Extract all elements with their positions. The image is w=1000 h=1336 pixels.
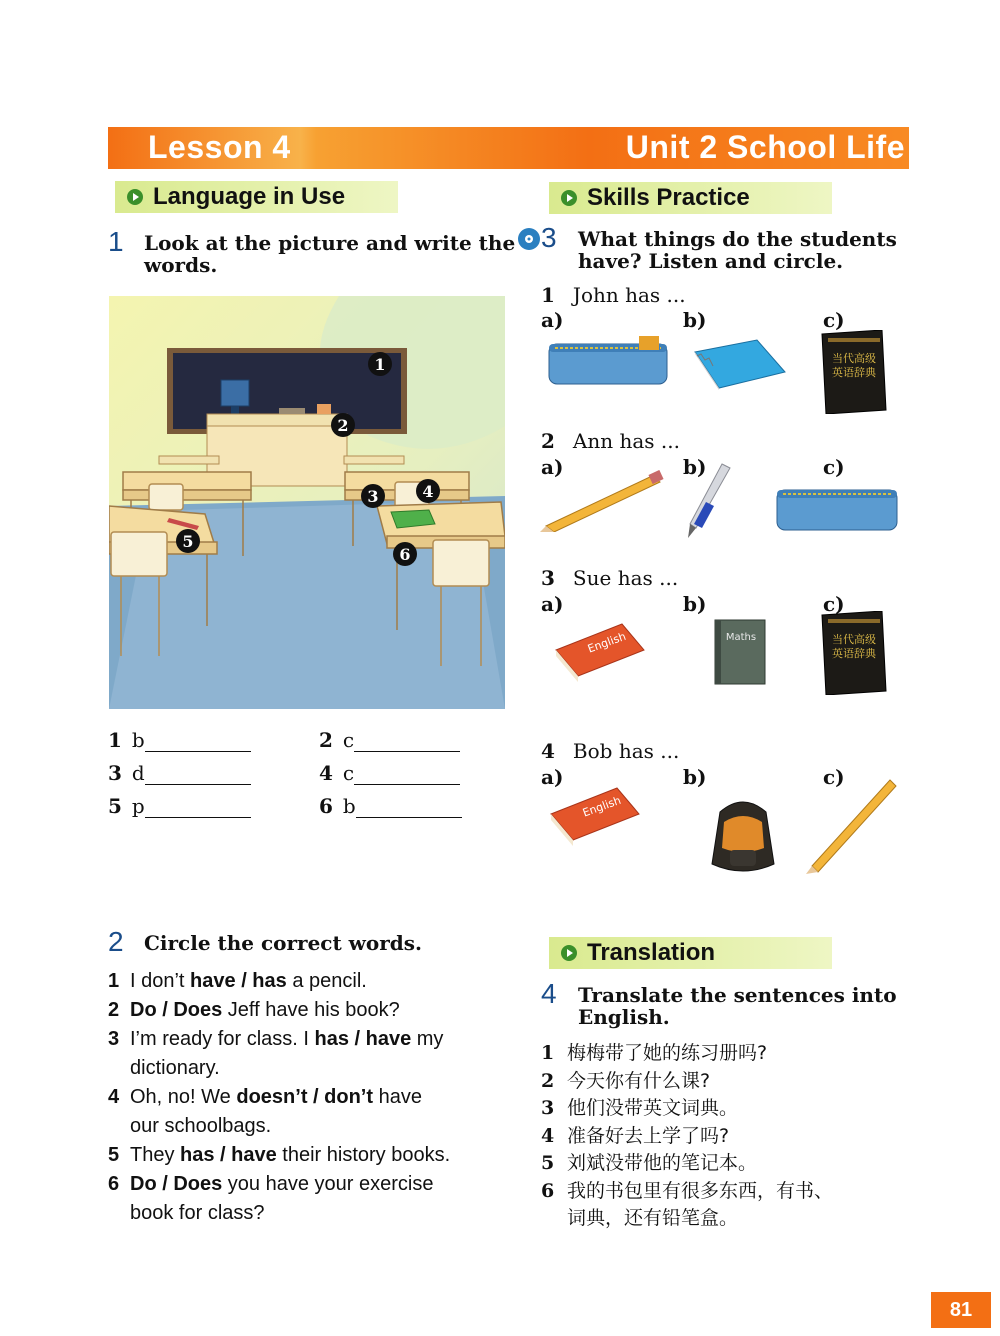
marker-6: 6: [399, 545, 411, 564]
option-c[interactable]: c): [823, 592, 845, 616]
listen-item-heading: 4 Bob has ...: [541, 739, 680, 763]
section-title: Skills Practice: [587, 184, 750, 211]
section-translation: [549, 937, 832, 969]
option-a[interactable]: a): [541, 765, 564, 789]
option-a[interactable]: a): [541, 308, 564, 332]
option-c[interactable]: c): [823, 765, 845, 789]
pencil-image[interactable]: [804, 776, 900, 876]
list-item: 6 我的书包里有很多东西，有书、 词典，还有铅笔盒。: [541, 1179, 834, 1229]
blank-item[interactable]: 1 b: [108, 728, 251, 752]
marker-2: 2: [337, 416, 349, 435]
list-item: 3 I’m ready for class. I has / have my dictionary.: [108, 1028, 444, 1079]
dictionary-image[interactable]: [818, 330, 888, 414]
exercise-number: 2: [108, 926, 124, 957]
option-a[interactable]: a): [541, 455, 564, 479]
pencil-case-image[interactable]: [547, 336, 671, 388]
play-bullet-icon: [561, 945, 577, 961]
section-title: Language in Use: [153, 183, 346, 210]
exercise-instruction: What things do the students have? Listen and circle.: [578, 227, 897, 273]
blank-item[interactable]: 6 b: [319, 794, 462, 818]
audio-cd-icon[interactable]: [517, 226, 541, 252]
word-choice[interactable]: have / has: [190, 970, 287, 992]
list-item: 1 梅梅带了她的练习册吗?: [541, 1042, 768, 1064]
list-item: 4 Oh, no! We doesn’t / don’t have our schoolbags.: [108, 1086, 422, 1137]
word-choice[interactable]: has / have: [180, 1144, 277, 1166]
marker-4: 4: [422, 482, 434, 501]
list-item: 6 Do / Does you have your exercise book for class?: [108, 1173, 434, 1224]
blank-item[interactable]: 2 c: [319, 728, 460, 752]
maths-book-image[interactable]: [711, 618, 769, 686]
list-item: 2 今天你有什么课?: [541, 1069, 711, 1092]
option-b[interactable]: b): [683, 765, 707, 789]
section-language-in-use: [115, 181, 398, 213]
listen-item-heading: 3 Sue has ...: [541, 566, 679, 590]
option-b[interactable]: b): [683, 455, 707, 479]
translation-sentences-list: [541, 1040, 911, 1233]
exercise-instruction: Translate the sentences into English.: [578, 983, 897, 1029]
svg-text:English: English: [585, 629, 628, 656]
circle-sentences-list: [108, 967, 498, 1228]
pen-image[interactable]: [684, 462, 734, 540]
schoolbag-image[interactable]: [700, 792, 786, 878]
marker-5: 5: [182, 532, 194, 551]
svg-text:English: English: [580, 793, 623, 820]
play-bullet-icon: [561, 190, 577, 206]
svg-text:英语辞典: 英语辞典: [832, 366, 876, 379]
unit-title: Unit 2 School Life: [625, 129, 905, 165]
section-skills-practice: [549, 182, 832, 214]
exercise-instruction: Look at the picture and write the words.: [144, 231, 516, 277]
svg-text:当代高级: 当代高级: [832, 633, 876, 646]
word-choice[interactable]: has / have: [314, 1028, 412, 1050]
list-item: 1 I don’t have / has a pencil.: [108, 970, 367, 992]
listen-item-heading: 1 John has ...: [541, 283, 686, 307]
play-bullet-icon: [127, 189, 143, 205]
exercise-instruction: Circle the correct words.: [144, 931, 422, 955]
pencil-case-image[interactable]: [775, 484, 901, 534]
option-a[interactable]: a): [541, 592, 564, 616]
english-book-image[interactable]: [547, 784, 643, 846]
option-c[interactable]: c): [823, 455, 845, 479]
option-c[interactable]: c): [823, 308, 845, 332]
list-item: 5 刘斌没带他的笔记本。: [541, 1152, 758, 1174]
dictionary-image[interactable]: [818, 611, 888, 695]
exercise-number: 1: [108, 226, 124, 257]
page-number: 81: [931, 1292, 991, 1328]
blank-item[interactable]: 5 p: [108, 794, 251, 818]
marker-3: 3: [367, 487, 379, 506]
english-book-image[interactable]: [552, 620, 648, 682]
listen-item-heading: 2 Ann has ...: [541, 429, 680, 453]
list-item: 2 Do / Does Jeff have his book?: [108, 999, 400, 1021]
classroom-picture: [109, 296, 505, 709]
svg-text:英语辞典: 英语辞典: [832, 647, 876, 660]
pencil-image[interactable]: [540, 470, 666, 532]
list-item: 4 准备好去上学了吗?: [541, 1124, 730, 1147]
option-b[interactable]: b): [683, 308, 707, 332]
section-title: Translation: [587, 939, 716, 966]
word-choice[interactable]: Do / Does: [130, 999, 223, 1021]
svg-text:当代高级: 当代高级: [832, 352, 876, 365]
list-item: 3 他们没带英文词典。: [541, 1097, 739, 1119]
marker-1: 1: [374, 355, 386, 374]
exercise-number: 4: [541, 978, 557, 1009]
blank-item[interactable]: 3 d: [108, 761, 251, 785]
option-b[interactable]: b): [683, 592, 707, 616]
exercise-number: 3: [541, 222, 557, 253]
list-item: 5 They has / have their history books.: [108, 1144, 451, 1166]
notebook-image[interactable]: [689, 338, 789, 390]
lesson-title: Lesson 4: [148, 129, 291, 165]
svg-text:Maths: Maths: [725, 632, 757, 643]
word-choice[interactable]: Do / Does: [130, 1173, 223, 1195]
blank-item[interactable]: 4 c: [319, 761, 460, 785]
word-choice[interactable]: doesn’t / don’t: [236, 1086, 374, 1108]
